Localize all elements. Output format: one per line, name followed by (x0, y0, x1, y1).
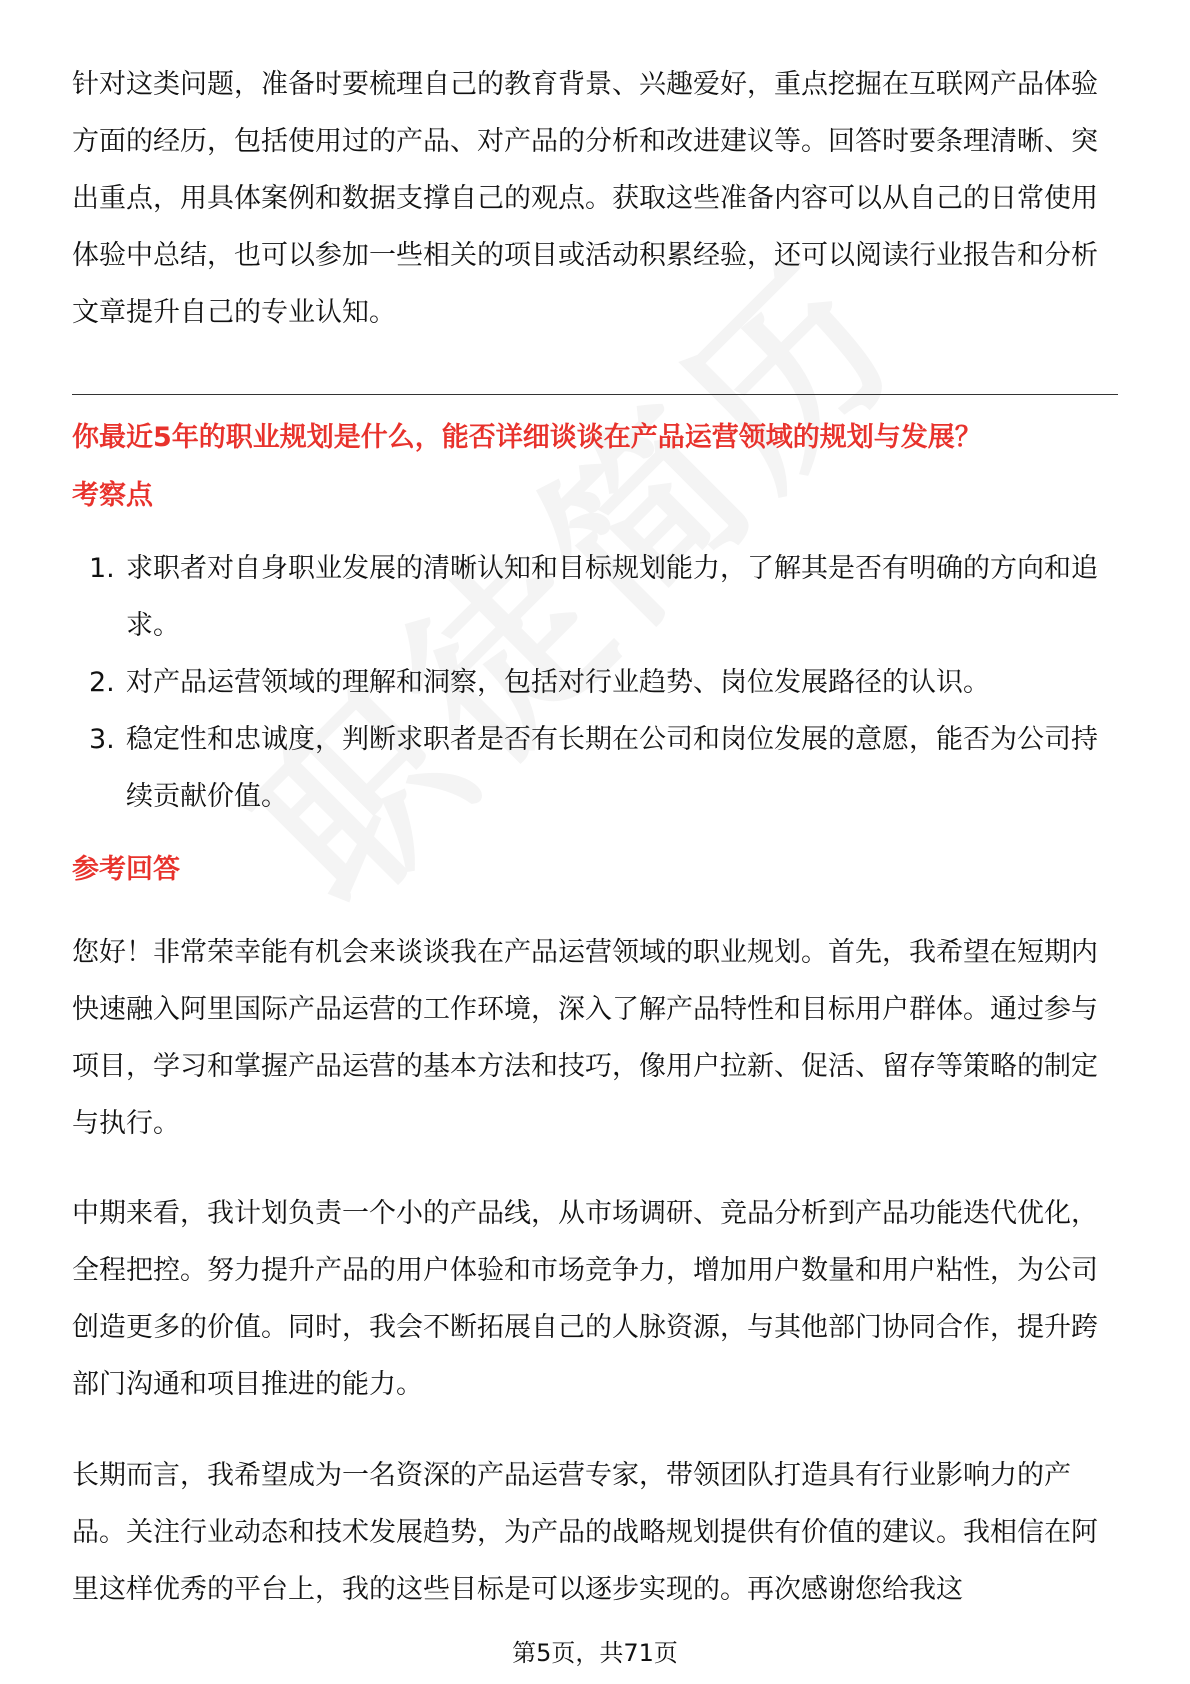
answer-paragraph: 中期来看，我计划负责一个小的产品线，从市场调研、竞品分析到产品功能迭代优化，全程把控。努力提升产品的用户体验和市场竞争力，增加用户数量和用户粘性，为公司创造更多的价值。同时，我会不断拓展自己的人脉资源，与其他部门协同合作，提升跨部门沟通和项目推进的能力。 (72, 1198, 1098, 1400)
list-item (72, 540, 1118, 654)
question-title: 你最近5年的职业规划是什么，能否详细谈谈在产品运营领域的规划与发展？ (72, 422, 982, 453)
list-text: 求职者对自身职业发展的清晰认知和目标规划能力，了解其是否有明确的方向和追求。 (126, 553, 1098, 641)
list-text: 稳定性和忠诚度，判断求职者是否有长期在公司和岗位发展的意愿，能否为公司持续贡献价值。 (126, 724, 1098, 812)
list-text: 对产品运营领域的理解和洞察，包括对行业趋势、岗位发展路径的认识。 (126, 667, 990, 698)
assessment-list (72, 540, 1118, 825)
list-item (72, 711, 1118, 825)
list-number: 2. (89, 667, 115, 698)
answer-heading: 参考回答 (72, 854, 180, 885)
answer-paragraph: 长期而言，我希望成为一名资深的产品运营专家，带领团队打造具有行业影响力的产品。关注行业动态和技术发展趋势，为产品的战略规划提供有价值的建议。我相信在阿里这样优秀的平台上，我的这些目标是可以逐步实现的。再次感谢您给我这 (72, 1460, 1098, 1605)
section-divider (72, 394, 1118, 395)
answer-paragraph: 您好！非常荣幸能有机会来谈谈我在产品运营领域的职业规划。首先，我希望在短期内快速融入阿里国际产品运营的工作环境，深入了解产品特性和目标用户群体。通过参与项目，学习和掌握产品运营的基本方法和技巧，像用户拉新、促活、留存等策略的制定与执行。 (72, 937, 1098, 1139)
intro-paragraph: 针对这类问题，准备时要梳理自己的教育背景、兴趣爱好，重点挖掘在互联网产品体验方面的经历，包括使用过的产品、对产品的分析和改进建议等。回答时要条理清晰、突出重点，用具体案例和数据支撑自己的观点。获取这些准备内容可以从自己的日常使用体验中总结，也可以参加一些相关的项目或活动积累经验，还可以阅读行业报告和分析文章提升自己的专业认知。 (72, 69, 1098, 328)
list-item (72, 654, 1118, 711)
page-number: 第5页，共71页 (512, 1639, 678, 1667)
list-number: 1. (89, 553, 115, 584)
list-number: 3. (89, 724, 115, 755)
assessment-heading: 考察点 (72, 480, 153, 511)
